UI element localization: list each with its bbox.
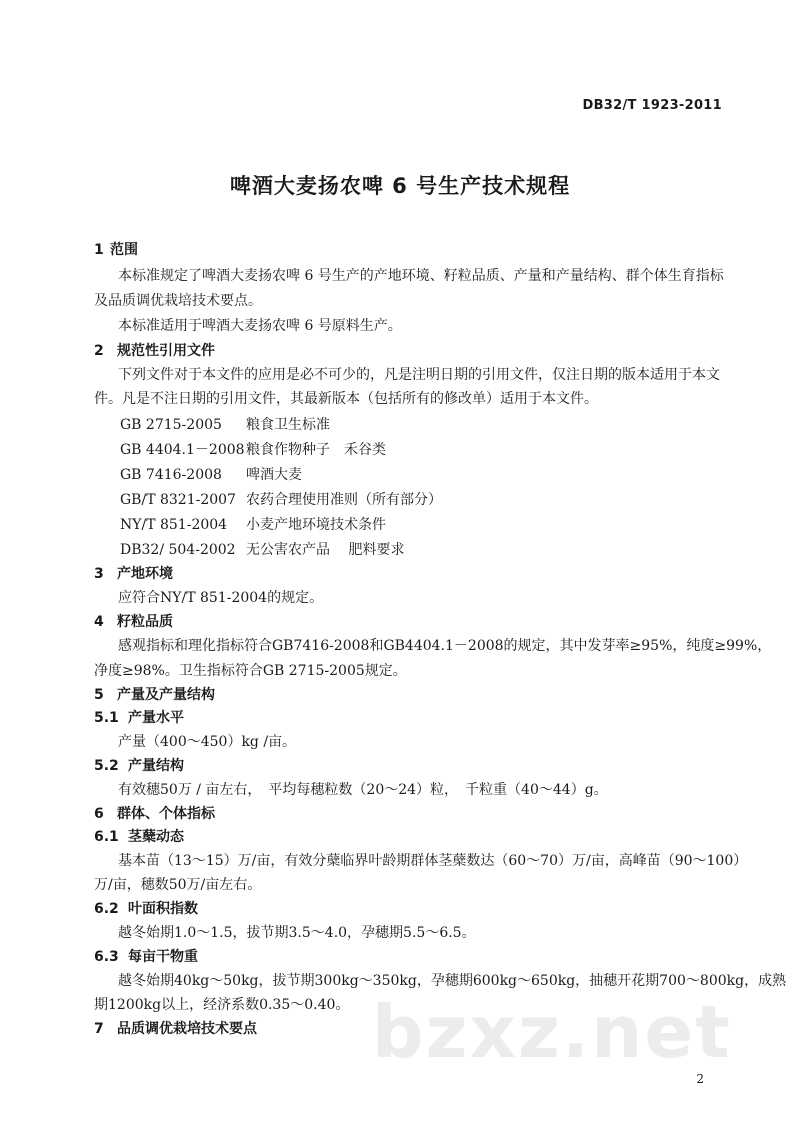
reference-name: 粮食作物种子 禾谷类 xyxy=(246,442,386,458)
paragraph-line: 本标准适用于啤酒大麦扬农啤 6 号原料生产。 xyxy=(118,318,402,334)
reference-code: NY/T 851-2004 xyxy=(120,517,228,533)
section-number: 1 xyxy=(94,242,104,258)
section-title: 品质调优栽培技术要点 xyxy=(117,1021,257,1037)
reference-code: DB32/ 504-2002 xyxy=(120,542,236,558)
subsection-title: 茎蘖动态 xyxy=(128,829,184,845)
section-title: 范围 xyxy=(110,242,138,258)
section-heading-4 xyxy=(94,611,173,631)
document-code: DB32/T 1923-2011 xyxy=(582,98,722,113)
subsection-heading-5-2 xyxy=(94,755,184,775)
paragraph-line: 下列文件对于本文件的应用是必不可少的，凡是注明日期的引用文件，仅注日期的版本适用于本文 xyxy=(118,367,720,383)
reference-code: GB/T 8321-2007 xyxy=(120,492,236,508)
paragraph-line: 基本苗（13～15）万/亩，有效分蘖临界叶龄期群体茎蘖数达（60～70）万/亩，高峰苗（90～100） xyxy=(118,853,748,869)
subsection-number: 5.1 xyxy=(94,710,119,726)
reference-name: 小麦产地环境技术条件 xyxy=(246,517,386,533)
subsection-title: 每亩干物重 xyxy=(128,949,198,965)
subsection-title: 产量水平 xyxy=(128,710,184,726)
subsection-title: 叶面积指数 xyxy=(128,901,198,917)
section-number: 7 xyxy=(94,1021,104,1037)
section-heading-6 xyxy=(94,803,215,823)
section-number: 4 xyxy=(94,614,104,630)
section-heading-3 xyxy=(94,563,173,583)
reference-item xyxy=(120,439,386,459)
section-title: 群体、个体指标 xyxy=(117,806,215,822)
reference-name: 啤酒大麦 xyxy=(246,467,302,483)
section-heading-1 xyxy=(94,239,138,259)
reference-code: GB 2715-2005 xyxy=(120,417,222,433)
reference-item xyxy=(120,539,404,559)
paragraph-line: 应符合NY/T 851-2004的规定。 xyxy=(118,590,324,606)
paragraph-line: 本标准规定了啤酒大麦扬农啤 6 号生产的产地环境、籽粒品质、产量和产量结构、群个体生育指标 xyxy=(118,268,724,284)
subsection-heading-5-1 xyxy=(94,707,184,727)
section-number: 2 xyxy=(94,343,104,359)
paragraph-line: 期1200kg以上，经济系数0.35～0.40。 xyxy=(94,997,350,1013)
subsection-heading-6-1 xyxy=(94,826,184,846)
reference-name: 无公害农产品 肥料要求 xyxy=(246,542,405,558)
reference-item xyxy=(120,414,330,434)
watermark-text: bzxz.net xyxy=(372,990,732,1074)
subsection-number: 6.1 xyxy=(94,829,119,845)
reference-item xyxy=(120,514,386,534)
subsection-number: 6.2 xyxy=(94,901,119,917)
paragraph-line: 越冬始期40kg～50kg，拔节期300kg～350kg，孕穗期600kg～650kg，抽穗开花期700～800kg，成熟 xyxy=(118,973,787,989)
reference-item xyxy=(120,489,442,509)
paragraph-line: 产量（400～450）kg /亩。 xyxy=(118,734,297,750)
paragraph-line: 越冬始期1.0～1.5，拔节期3.5～4.0，孕穗期5.5～6.5。 xyxy=(118,925,476,941)
section-title: 规范性引用文件 xyxy=(117,343,215,359)
page-number: 2 xyxy=(696,1072,704,1086)
reference-name: 农药合理使用准则（所有部分） xyxy=(246,492,442,508)
subsection-number: 5.2 xyxy=(94,758,119,774)
section-heading-5 xyxy=(94,684,215,704)
paragraph-line: 及品质调优栽培技术要点。 xyxy=(94,293,262,309)
subsection-number: 6.3 xyxy=(94,949,119,965)
paragraph-line: 感观指标和理化指标符合GB7416-2008和GB4404.1－2008的规定，其中发芽率≥95%，纯度≥99%， xyxy=(118,638,772,654)
section-heading-7 xyxy=(94,1018,257,1038)
document-title: 啤酒大麦扬农啤 6 号生产技术规程 xyxy=(229,174,571,198)
paragraph-line: 有效穗50万 / 亩左右， 平均每穗粒数（20～24）粒， 千粒重（40～44）g。 xyxy=(118,782,608,798)
paragraph-line: 件。凡是不注日期的引用文件，其最新版本（包括所有的修改单）适用于本文件。 xyxy=(94,391,598,407)
paragraph-line: 万/亩，穗数50万/亩左右。 xyxy=(94,877,262,893)
section-heading-2 xyxy=(94,340,215,360)
section-title: 产地环境 xyxy=(117,566,173,582)
section-number: 5 xyxy=(94,687,104,703)
paragraph-line: 净度≥98%。卫生指标符合GB 2715-2005规定。 xyxy=(94,663,407,679)
reference-code: GB 4404.1－2008 xyxy=(120,442,245,458)
section-number: 6 xyxy=(94,806,104,822)
section-title: 产量及产量结构 xyxy=(117,687,215,703)
reference-item xyxy=(120,464,302,484)
subsection-heading-6-3 xyxy=(94,946,198,966)
reference-name: 粮食卫生标准 xyxy=(246,417,330,433)
subsection-heading-6-2 xyxy=(94,898,198,918)
subsection-title: 产量结构 xyxy=(128,758,184,774)
section-title: 籽粒品质 xyxy=(117,614,173,630)
reference-code: GB 7416-2008 xyxy=(120,467,222,483)
section-number: 3 xyxy=(94,566,104,582)
